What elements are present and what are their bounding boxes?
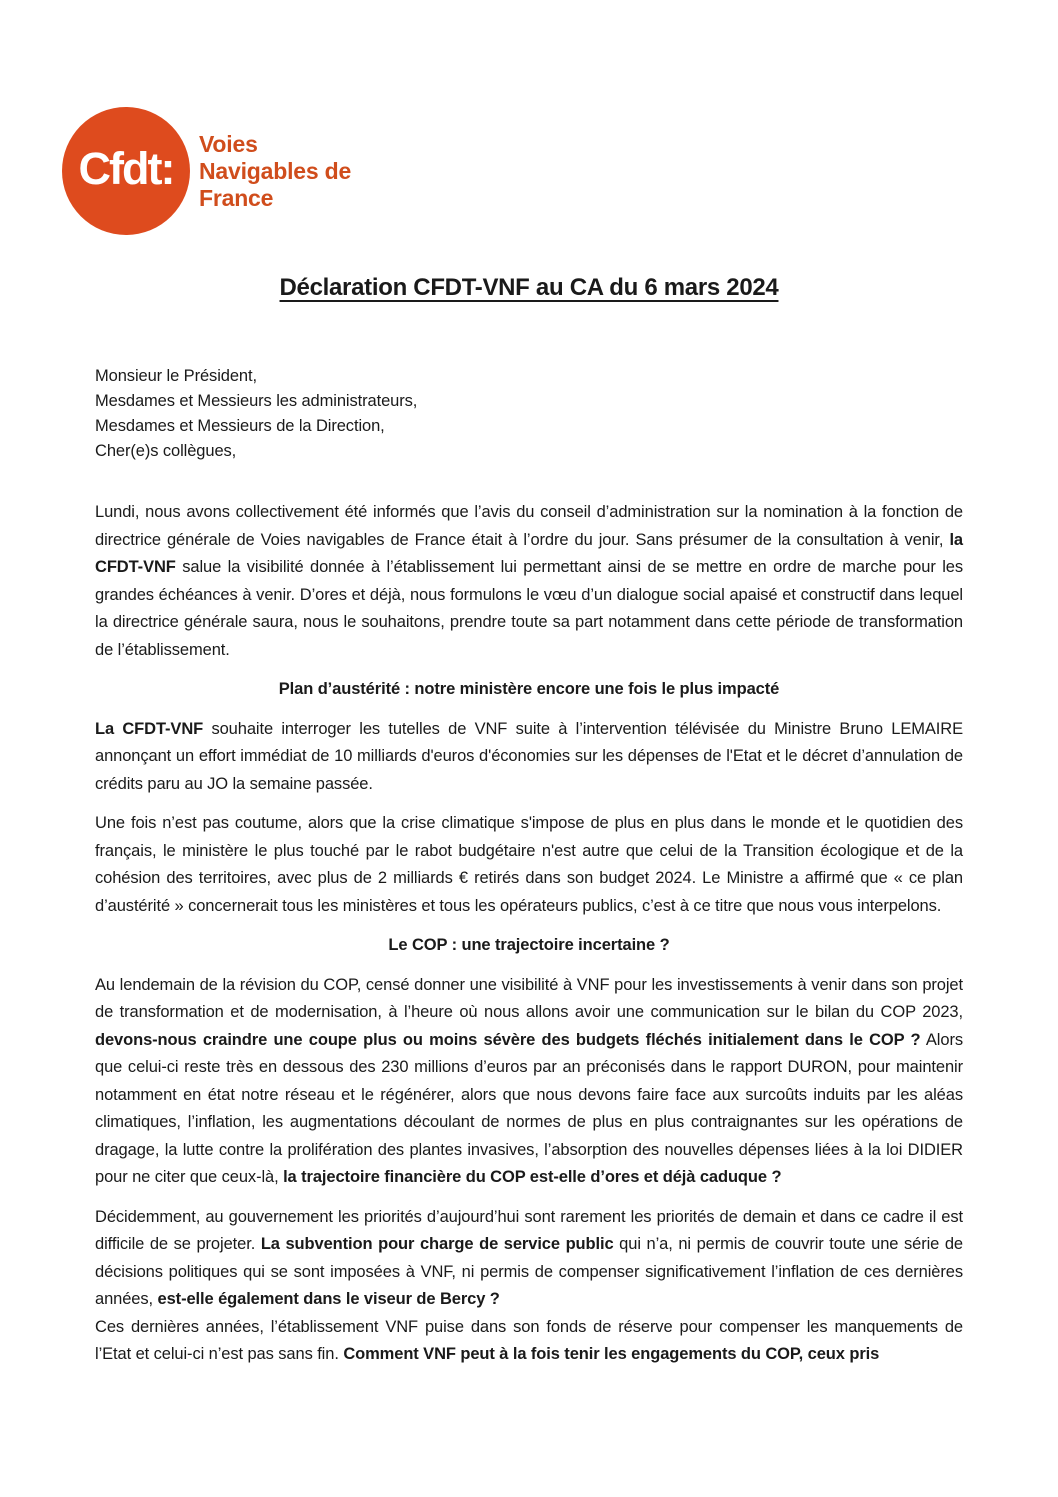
- document-title: [95, 274, 963, 302]
- paragraph-reserve: Ces dernières années, l’établissement VNF puise dans son fonds de réserve pour compenser les manquements de l’Etat et celui-ci n’est pas sans fin. Comment VNF peut à la fois tenir les engagements du COP, ceux pris: [95, 1317, 963, 1363]
- salutation-line: Cher(e)s collègues,: [95, 442, 237, 460]
- paragraph-subvention: Décidemment, au gouvernement les priorités d’aujourd’hui sont rarement les priorités de demain et dans ce cadre il est difficile de se projeter. La subvention pour charge de service public qui n’a, ni permis de couvrir toute une série de décisions politiques qui se sont imposées à VNF, ni permis de compenser significativement l’inflation de ces dernières années, est-elle également dans le viseur de Bercy ?: [95, 1207, 963, 1308]
- paragraph-intro: Lundi, nous avons collectivement été informés que l’avis du conseil d’administration sur la nomination à la fonction de directrice générale de Voies navigables de France était à l’ordre du jour. Sans présumer de la consultation à venir, la CFDT-VNF salue la visibilité donnée à l’établissement lui permettant ainsi de se mettre en ordre de marche pour les grandes échéances à venir. D’ores et déjà, nous formulons le vœu d’un dialogue social apaisé et constructif dans lequel la directrice générale saura, nous le souhaitons, prendre toute sa part notamment dans cette période de transformation de l’établissement.: [95, 503, 963, 659]
- section-heading-cop: Le COP : une trajectoire incertaine ?: [388, 936, 670, 954]
- logo-org-line: Voies: [199, 131, 258, 157]
- paragraph-austerity-1: La CFDT-VNF souhaite interroger les tutelles de VNF suite à l’intervention télévisée du Ministre Bruno LEMAIRE annonçant un effort immédiat de 10 milliards d'euros d'économies sur les dépenses de l'Etat et le décret d’annulation de crédits paru au JO la semaine passée.: [95, 719, 963, 793]
- document-title-text: Déclaration CFDT-VNF au CA du 6 mars 2024: [279, 274, 779, 301]
- logo-org-line: France: [199, 185, 274, 211]
- logo: [62, 107, 351, 235]
- paragraph-austerity-2: Une fois n’est pas coutume, alors que la crise climatique s'impose de plus en plus dans le monde et le quotidien des français, le ministère le plus touché par le rabot budgétaire n'est autre que celui de la Transition écologique et de la cohésion des territoires, avec plus de 2 milliards € retirés dans son budget 2024. Le Ministre a affirmé que « ce plan d’austérité » concernerait tous les ministères et tous les opérateurs publics, c’est à ce titre que nous vous interpelons.: [95, 814, 963, 915]
- salutation-line: Mesdames et Messieurs les administrateurs,: [95, 392, 418, 410]
- logo-org-name: [199, 131, 351, 212]
- logo-org-line: Navigables de: [199, 158, 352, 184]
- salutation-line: Monsieur le Président,: [95, 367, 257, 385]
- cfdt-logo-text: Cfdt:: [78, 143, 174, 194]
- cfdt-logo-badge: [62, 107, 190, 235]
- section-heading-austerity: Plan d’austérité : notre ministère encore une fois le plus impacté: [278, 680, 780, 698]
- document-body: [95, 499, 963, 1381]
- paragraph-cop: Au lendemain de la révision du COP, censé donner une visibilité à VNF pour les investissements à venir dans son projet de transformation et de modernisation, à l’heure où nous allons avoir une communication sur le bilan du COP 2023, devons-nous craindre une coupe plus ou moins sévère des budgets fléchés initialement dans le COP ? Alors que celui-ci reste très en dessous des 230 millions d’euros par an préconisés dans le rapport DURON, pour maintenir notamment en état notre réseau et le régénérer, alors que nous devons faire face aux surcoûts induits par les aléas climatiques, l’inflation, les augmentations découlant de normes de plus en plus contraignantes sur les opérations de dragage, la lutte contre la prolifération des plantes invasives, l’absorption des nouvelles dépenses liées à la loi DIDIER pour ne citer que ceux-là, la trajectoire financière du COP est-elle d’ores et déjà caduque ?: [95, 975, 963, 1186]
- salutation-block: [95, 364, 963, 464]
- salutation-line: Mesdames et Messieurs de la Direction,: [95, 417, 385, 435]
